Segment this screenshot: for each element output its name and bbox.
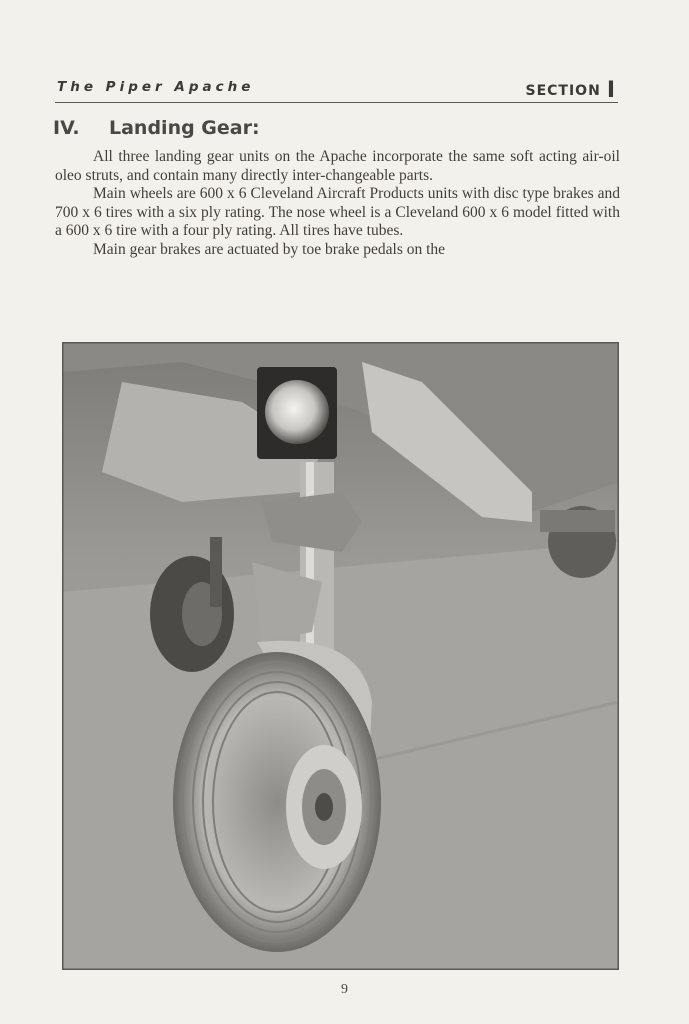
section-heading-number: IV.	[53, 117, 80, 139]
section-heading	[53, 117, 260, 139]
section-label: SECTION	[525, 83, 601, 99]
section-numeral: I	[606, 78, 616, 103]
running-header	[55, 76, 618, 103]
body-text	[55, 148, 620, 259]
paragraph: Main wheels are 600 x 6 Cleveland Aircraft Products units with disc type brakes and 700 x 6 tires with a six ply rating. The nose wheel is a Cleveland 600 x 6 model fitted with a 600 x 6 tire with a four ply rating. All tires have tubes.	[55, 185, 620, 239]
paragraph: All three landing gear units on the Apache incorporate the same soft acting air-oil oleo struts, and contain many directly inter-changeable parts.	[55, 148, 620, 184]
page-number: 9	[341, 982, 348, 997]
manual-title: The Piper Apache	[57, 79, 255, 95]
paragraph: Main gear brakes are actuated by toe brake pedals on the	[93, 240, 446, 258]
section-marker	[526, 76, 617, 101]
section-heading-title: Landing Gear:	[109, 117, 260, 139]
nose-gear-photograph	[62, 342, 619, 970]
